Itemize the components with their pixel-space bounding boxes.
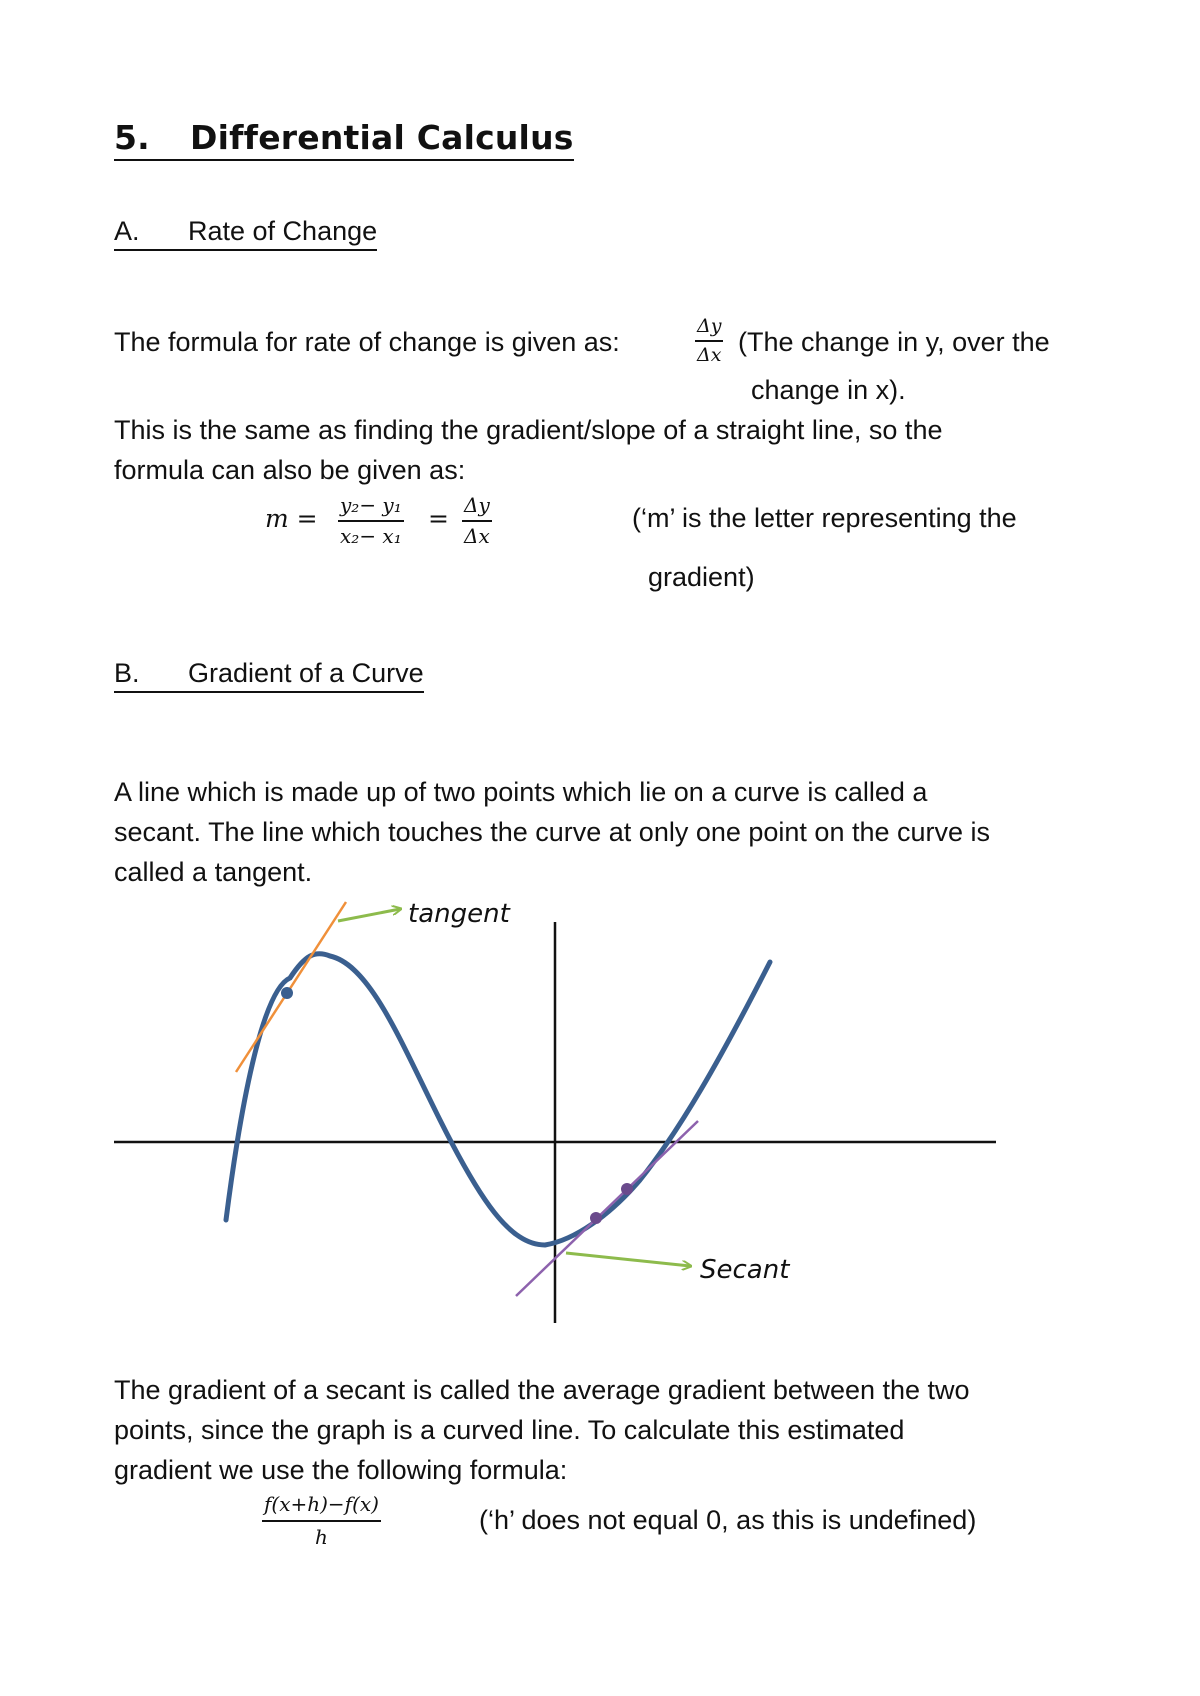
secant-label: Secant [700,1255,790,1285]
m-note-line1: (‘m’ is the letter representing the [632,503,1017,533]
tangent-point [281,987,293,999]
rate-formula-explanation-cont: change in x). [751,375,906,405]
slope-fraction [338,492,404,549]
secant-point-1 [590,1212,602,1224]
rate-formula-explanation: (The change in y, over the [738,327,1050,357]
slope-equals: = [428,504,449,533]
average-gradient-line3: gradient we use the following formula: [114,1455,568,1485]
slope-fraction-bottom: x₂− x₁ [340,524,402,548]
rate-fraction [695,314,723,367]
tangent-label: tangent [408,899,510,929]
delta-fraction [462,492,492,549]
secant-paragraph-line1: A line which is made up of two points which lie on a curve is called a [114,777,928,807]
secant-line [516,1121,698,1296]
cubic-curve [226,954,770,1245]
average-gradient-line1: The gradient of a secant is called the average gradient between the two [114,1375,970,1405]
curve-graph [0,880,1200,1340]
title-number: 5. [114,118,150,157]
difference-quotient-bottom: h [315,1525,328,1549]
secant-paragraph-line3: called a tangent. [114,857,313,887]
rate-fraction-top: Δy [695,314,723,342]
page-title [114,118,574,161]
delta-fraction-top: Δy [462,492,492,522]
secant-point-2 [621,1183,633,1195]
slope-fraction-top: y₂− y₁ [338,492,404,522]
section-b-heading [114,658,424,693]
tangent-line [236,902,346,1072]
rate-formula-intro: The formula for rate of change is given as: [114,327,620,357]
secant-paragraph-line2: secant. The line which touches the curve at only one point on the curve is [114,817,991,847]
difference-quotient-top: f(x+h)−f(x) [262,1490,381,1522]
secant-arrow [566,1253,690,1266]
rate-fraction-bottom: Δx [697,344,722,366]
h-note: (‘h’ does not equal 0, as this is undefined) [479,1505,977,1535]
section-b-letter: B. [114,658,140,688]
gradient-paragraph-line2: formula can also be given as: [114,455,466,485]
section-a-heading [114,216,377,251]
title-text: Differential Calculus [190,118,574,157]
m-label: m = [265,504,318,533]
tangent-arrow [338,909,400,921]
section-a-title: Rate of Change [188,216,378,246]
delta-fraction-bottom: Δx [464,524,490,548]
difference-quotient [262,1490,381,1551]
average-gradient-line2: points, since the graph is a curved line. To calculate this estimated [114,1415,905,1445]
section-a-letter: A. [114,216,140,246]
section-b-title: Gradient of a Curve [188,658,424,688]
gradient-paragraph-line1: This is the same as finding the gradient/slope of a straight line, so the [114,415,943,445]
m-note-line2: gradient) [648,562,755,592]
